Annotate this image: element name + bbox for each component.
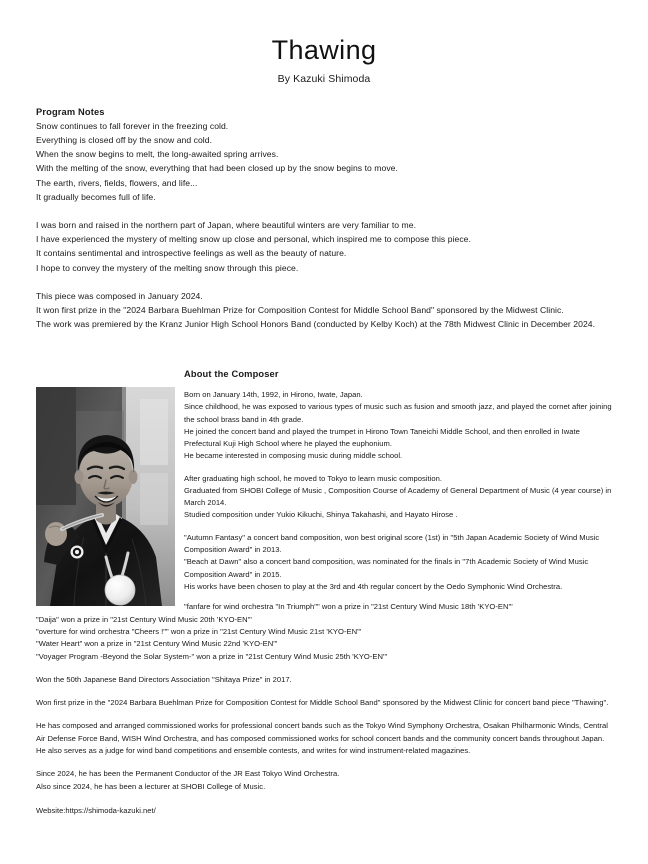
- paragraph-spacer: [36, 686, 612, 697]
- bio-line: "Autumn Fantasy" a concert band composition, won best original score (1st) in "5th Japan Academic Society of Wind Music Composition Award" in 2013.: [184, 533, 600, 555]
- award-line: "fanfare for wind orchestra "In Triumph"" won a prize in "21st Century Wind Music 18th 'KYO-EN'": [184, 602, 513, 612]
- composer-section: [36, 369, 612, 817]
- composer-heading: About the Composer: [184, 369, 279, 380]
- award-line: "Water Heart" won a prize in "21st Century Wind Music 22nd 'KYO-EN'": [36, 639, 278, 649]
- program-note-line: Everything is closed off by the snow and cold.: [36, 134, 213, 145]
- bio-line: His works have been chosen to play at the 3rd and 4th regular concert by the Oedo Symphonic Wind Orchestra.: [184, 581, 563, 591]
- bio-line: Born on January 14th, 1992, in Hirono, Iwate, Japan.: [184, 390, 363, 400]
- bio-line: He became interested in composing music during middle school.: [184, 450, 403, 460]
- program-note-line: It gradually becomes full of life.: [36, 191, 156, 202]
- page-title: Thawing: [271, 35, 377, 65]
- website-link[interactable]: Website:https://shimoda-kazuki.net/: [36, 805, 156, 815]
- program-note-line: The earth, rivers, fields, flowers, and life...: [36, 177, 198, 188]
- current-role-line: Also since 2024, he has been a lecturer at SHOBI College of Music.: [36, 781, 266, 791]
- paragraph-spacer: [36, 663, 612, 674]
- portrait-illustration: [36, 387, 175, 606]
- composer-awards: [36, 601, 612, 817]
- bio-line: Since childhood, he was exposed to various types of music such as fusion and smooth jazz, and played the cornet after joining the school brass band in 4th grade.: [184, 402, 612, 424]
- award-2024-line: Won first prize in the "2024 Barbara Buehlman Prize for Composition Contest for Middle School Band" sponsored by the Midwest Clinic for concert band piece "Thawing".: [36, 698, 609, 708]
- title-block: [36, 0, 612, 85]
- program-note-line: It contains sentimental and introspective feelings as well as the beauty of nature.: [36, 248, 347, 259]
- paragraph-spacer: [36, 709, 612, 720]
- bio-line: Studied composition under Yukio Kikuchi, Shinya Takahashi, and Hayato Hirose .: [184, 510, 458, 520]
- award-line: "Daija" won a prize in "21st Century Wind Music 20th 'KYO-EN'": [36, 614, 252, 624]
- program-note-line: It won first prize in the "2024 Barbara Buehlman Prize for Composition Contest for Middle School Band" sponsored by the Midwest Clinic.: [36, 304, 564, 315]
- paragraph-spacer: [36, 204, 612, 218]
- program-notes-heading: Program Notes: [36, 106, 105, 117]
- byline: By Kazuki Shimoda: [277, 72, 371, 85]
- program-notes-section: [36, 107, 612, 332]
- program-note-line: I was born and raised in the northern part of Japan, where beautiful winters are very familiar to me.: [36, 219, 417, 230]
- award-2017-line: Won the 50th Japanese Band Directors Association "Shitaya Prize" in 2017.: [36, 674, 292, 684]
- program-note-line: Snow continues to fall forever in the freezing cold.: [36, 120, 229, 131]
- commission-line: He has composed and arranged commissioned works for professional concert bands such as the Tokyo Wind Symphony Orchestra, Osakan Philharmonic Winds, Central Air Defense Force Band, WISH Wind Orchestra, and has composed commissioned works for school concert bands and the community concert bands throughout Japan.: [36, 721, 608, 743]
- paragraph-spacer: [184, 462, 612, 473]
- program-note-line: This piece was composed in January 2024.: [36, 290, 203, 301]
- program-note-line: When the snow begins to melt, the long-awaited spring arrives.: [36, 149, 279, 160]
- program-note-line: I have experienced the mystery of melting snow up close and personal, which inspired me to compose this piece.: [36, 234, 471, 245]
- program-note-line: I hope to convey the mystery of the melting snow through this piece.: [36, 262, 299, 273]
- current-role-line: Since 2024, he has been the Permanent Conductor of the JR East Tokyo Wind Orchestra.: [36, 769, 340, 779]
- paragraph-spacer: [36, 275, 612, 289]
- award-line: "Voyager Program -Beyond the Solar System-" won a prize in "21st Century Wind Music 25th 'KYO-EN'": [36, 651, 388, 661]
- bio-line: "Beach at Dawn" also a concert band composition, was nominated for the finals in "7th Academic Society of Wind Music Composition Award" in 2015.: [184, 557, 589, 579]
- commission-line: He also serves as a judge for wind band competitions and ensemble contests, and writes for wind instrument-related magazines.: [36, 746, 471, 755]
- program-note-line: With the melting of the snow, everything that had been closed up by the snow begins to move.: [36, 163, 398, 174]
- bio-line: He joined the concert band and played the trumpet in Hirono Town Taneichi Middle School, and then enrolled in Iwate Prefectural Kuji High School where he played the euphonium.: [184, 426, 580, 448]
- composer-bio: [184, 389, 612, 599]
- bio-line: After graduating high school, he moved to Tokyo to learn music composition.: [184, 473, 442, 483]
- bio-line: Graduated from SHOBI College of Music , Composition Course of Academy of General Department of Music (4 year course) in March 2014.: [184, 485, 612, 508]
- program-note-line: The work was premiered by the Kranz Junior High School Honors Band (conducted by Kelby Koch) at the 78th Midwest Clinic in December 2024.: [36, 319, 596, 330]
- composer-portrait-photo: [36, 387, 175, 606]
- paragraph-spacer: [36, 757, 612, 768]
- paragraph-spacer: [184, 521, 612, 532]
- award-line: "overture for wind orchestra "Cheers !"" won a prize in "21st Century Wind Music 21st 'KYO-EN'": [36, 626, 362, 636]
